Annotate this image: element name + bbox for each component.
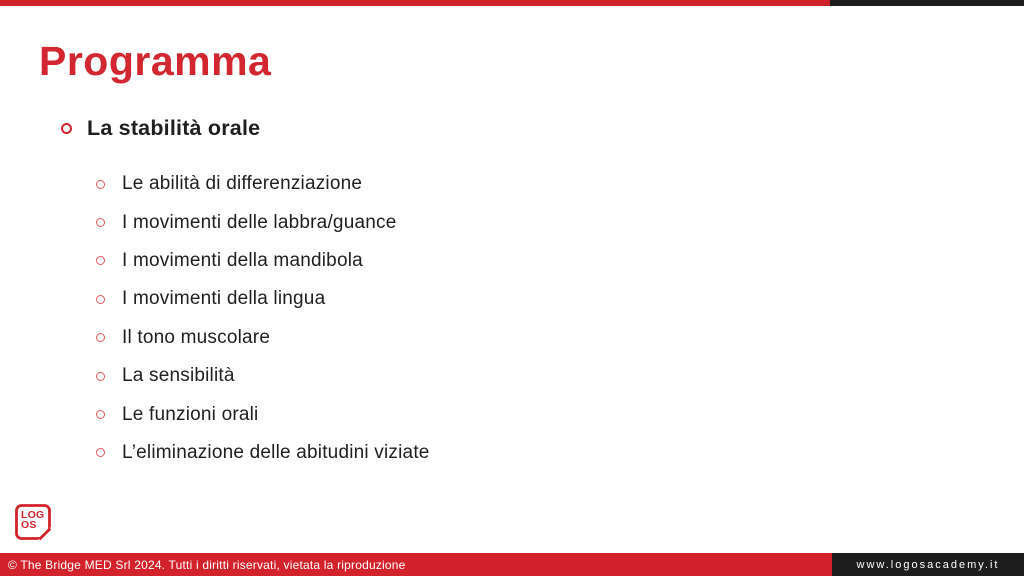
footer-copyright-bar [0, 553, 832, 576]
sub-bullet-item [96, 165, 430, 203]
sub-bullet-item [96, 280, 430, 318]
bullet-circle-icon [96, 333, 105, 342]
sub-item-label: I movimenti della lingua [122, 288, 326, 310]
logo-line2: OS [21, 518, 37, 531]
bullet-circle-icon [96, 256, 105, 265]
sub-item-label: Le abilità di differenziazione [122, 173, 363, 195]
copyright-text: © The Bridge MED Srl 2024. Tutti i diritti riservati, vietata la riproduzione [8, 557, 406, 572]
slide-title: Programma [39, 38, 272, 84]
bullet-circle-icon [96, 180, 105, 189]
sub-item-list [96, 165, 430, 472]
main-item-label: La stabilità orale [87, 116, 261, 140]
sub-bullet-item [96, 357, 430, 395]
logo-wordmark [21, 511, 44, 530]
bullet-circle-icon [96, 448, 105, 457]
sub-bullet-item [96, 203, 430, 241]
sub-bullet-item [96, 434, 430, 472]
footer-website-box [832, 553, 1024, 576]
bullet-circle-icon [96, 410, 105, 419]
top-bar-red-segment [0, 0, 830, 6]
footer [0, 553, 1024, 576]
top-bar [0, 0, 1024, 6]
sub-item-label: L’eliminazione delle abitudini viziate [122, 441, 430, 463]
sub-item-label: Il tono muscolare [122, 326, 271, 348]
sub-item-label: Le funzioni orali [122, 403, 259, 425]
sub-bullet-item [96, 395, 430, 433]
top-bar-black-segment [830, 0, 1024, 6]
sub-bullet-item [96, 242, 430, 280]
sub-bullet-item [96, 319, 430, 357]
website-text: www.logosacademy.it [856, 558, 1000, 571]
sub-item-label: I movimenti delle labbra/guance [122, 211, 397, 233]
sub-item-label: La sensibilità [122, 365, 235, 387]
bullet-circle-icon [96, 372, 105, 381]
bullet-circle-icon [61, 123, 72, 134]
logos-logo [14, 503, 52, 541]
bullet-circle-icon [96, 218, 105, 227]
sub-item-label: I movimenti della mandibola [122, 249, 363, 271]
main-bullet-item [61, 116, 260, 141]
bullet-circle-icon [96, 295, 105, 304]
logo-line1: LOG [21, 509, 45, 521]
